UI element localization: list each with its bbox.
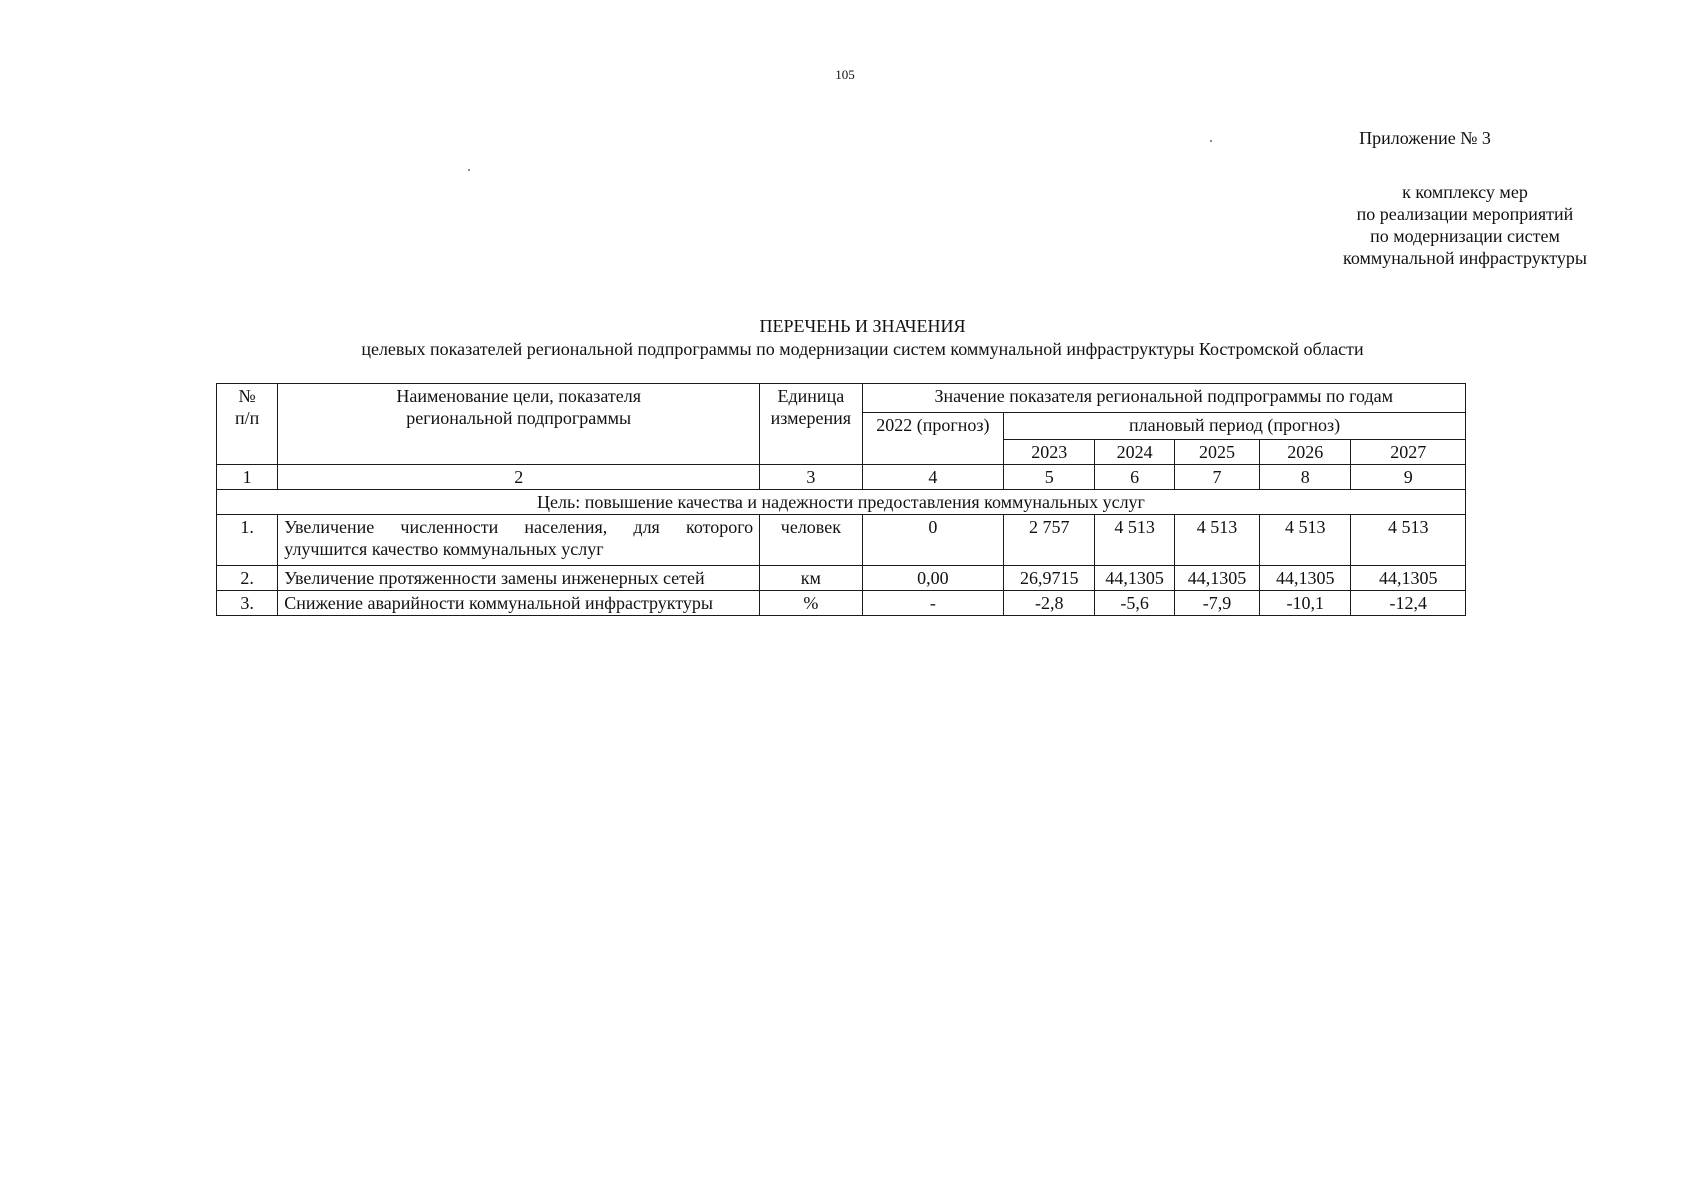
table-row <box>217 591 1466 616</box>
row-value: 44,1305 <box>1351 566 1466 591</box>
row-value: 44,1305 <box>1260 566 1351 591</box>
header-name-cell <box>278 384 760 465</box>
appendix-reference-line: коммунальной инфраструктуры <box>1343 248 1587 268</box>
header-year: 2024 <box>1095 440 1174 465</box>
column-number: 4 <box>862 465 1004 490</box>
row-value: -2,8 <box>1004 591 1095 616</box>
row-name: Увеличение протяженности замены инженерных сетей <box>278 566 760 591</box>
column-number: 6 <box>1095 465 1174 490</box>
header-name-line2: региональной подпрограммы <box>406 408 632 428</box>
row-value: 2 757 <box>1004 515 1095 566</box>
header-name-line1: Наименование цели, показателя <box>396 386 642 406</box>
row-value: 4 513 <box>1174 515 1259 566</box>
header-planned-period: плановый период (прогноз) <box>1004 413 1466 440</box>
indicators-table <box>216 383 1466 616</box>
row-value: 4 513 <box>1351 515 1466 566</box>
appendix-reference-line: по реализации мероприятий <box>1356 204 1574 224</box>
page-number: 105 <box>835 67 855 82</box>
row-value: -12,4 <box>1351 591 1466 616</box>
header-num-line2: п/п <box>234 408 260 428</box>
row-value: -7,9 <box>1174 591 1259 616</box>
row-value: 44,1305 <box>1174 566 1259 591</box>
row-unit: км <box>760 566 862 591</box>
appendix-reference-line: к комплексу мер <box>1402 182 1528 202</box>
header-year: 2025 <box>1174 440 1259 465</box>
row-value: 4 513 <box>1260 515 1351 566</box>
row-value: - <box>862 591 1004 616</box>
row-value: -10,1 <box>1260 591 1351 616</box>
header-unit-line1: Единица <box>777 386 845 406</box>
header-year: 2026 <box>1260 440 1351 465</box>
row-num: 3. <box>217 591 278 616</box>
column-number: 8 <box>1260 465 1351 490</box>
goal-row: Цель: повышение качества и надежности предоставления коммунальных услуг <box>217 490 1466 515</box>
row-value: 0,00 <box>862 566 1004 591</box>
scan-speck <box>468 169 470 171</box>
row-value: 44,1305 <box>1095 566 1174 591</box>
header-forecast-2022: 2022 (прогноз) <box>862 413 1004 465</box>
table-row <box>217 566 1466 591</box>
row-unit: человек <box>760 515 862 566</box>
row-unit: % <box>760 591 862 616</box>
scan-speck <box>1210 140 1212 142</box>
header-num-line1: № <box>238 386 256 406</box>
document-subtitle: целевых показателей региональной подпрограммы по модернизации систем коммунальной инфраструктуры Костромской области <box>361 339 1364 359</box>
header-unit-line2: измерения <box>770 408 852 428</box>
column-number: 9 <box>1351 465 1466 490</box>
header-year: 2023 <box>1004 440 1095 465</box>
column-number: 1 <box>217 465 278 490</box>
appendix-title: Приложение № 3 <box>1359 128 1491 148</box>
row-value: -5,6 <box>1095 591 1174 616</box>
appendix-reference <box>1300 181 1630 269</box>
column-number: 3 <box>760 465 862 490</box>
table-row <box>217 515 1466 566</box>
row-name: Увеличение численности населения, для которого улучшится качество коммунальных услуг <box>278 515 760 566</box>
row-name: Снижение аварийности коммунальной инфраструктуры <box>278 591 760 616</box>
row-num: 1. <box>217 515 278 566</box>
header-num-cell <box>217 384 278 465</box>
column-number: 7 <box>1174 465 1259 490</box>
header-values-group: Значение показателя региональной подпрограммы по годам <box>862 384 1465 413</box>
row-value: 4 513 <box>1095 515 1174 566</box>
column-number: 2 <box>278 465 760 490</box>
row-value: 26,9715 <box>1004 566 1095 591</box>
row-value: 0 <box>862 515 1004 566</box>
header-year: 2027 <box>1351 440 1466 465</box>
row-num: 2. <box>217 566 278 591</box>
appendix-reference-line: по модернизации систем <box>1370 226 1560 246</box>
document-title: ПЕРЕЧЕНЬ И ЗНАЧЕНИЯ <box>759 316 966 336</box>
column-number: 5 <box>1004 465 1095 490</box>
header-unit-cell <box>760 384 862 465</box>
